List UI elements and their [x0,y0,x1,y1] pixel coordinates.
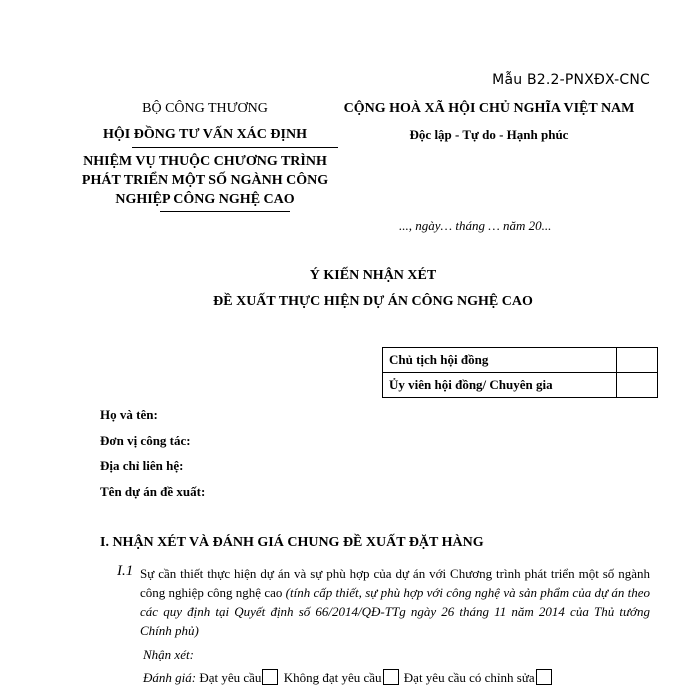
date-line: ..., ngày… tháng … năm 20... [399,218,552,233]
workplace-field-label: Đơn vị công tác: [100,433,191,448]
section-heading: I. NHẬN XÉT VÀ ĐÁNH GIÁ CHUNG ĐỀ XUẤT ĐẶT HÀNG [100,535,484,550]
council-name: HỘI ĐỒNG TƯ VẤN XÁC ĐỊNH [103,127,307,142]
role-label: Ủy viên hội đồng/ Chuyên gia [383,373,617,398]
option-checkbox[interactable] [536,669,552,685]
mission-line: PHÁT TRIỂN MỘT SỐ NGÀNH CÔNG [81,173,329,188]
mission-title [60,152,350,209]
item-text: Sự cần thiết thực hiện dự án và sự phù hợp của dự án với Chương trình phát triển một số ngành công nghiệp công nghệ cao [140,566,650,600]
document-title: Ý KIẾN NHẬN XÉT [309,268,437,283]
nation-name: CỘNG HOÀ XÃ HỘI CHỦ NGHĨA VIỆT NAM [343,101,635,116]
option-checkbox[interactable] [262,669,278,685]
option-label: Đạt yêu cầu có chỉnh sửa [403,670,535,685]
role-row [383,373,658,398]
option-label: Đạt yêu cầu [199,670,262,685]
item-note: (tính cấp thiết, sự phù hợp với công nghệ và sản phẩm của dự án theo các quy định tại Quyết định số 66/2014/QĐ-TTg ngày 26 tháng 11 năm 2014 của Thủ tướng Chính phủ) [140,585,651,638]
role-checkbox[interactable] [617,348,658,373]
mission-line: NGHIỆP CÔNG NGHỆ CAO [115,192,295,207]
role-checkbox[interactable] [617,373,658,398]
role-table [382,347,658,398]
name-field-label: Họ và tên: [100,407,158,422]
item-number: I.1 [117,563,134,579]
address-field-label: Địa chỉ liên hệ: [100,458,184,473]
form-code: Mẫu B2.2-PNXĐX-CNC [492,72,650,88]
project-field-label: Tên dự án đề xuất: [100,484,206,499]
comment-label: Nhận xét: [143,647,194,662]
option-checkbox[interactable] [383,669,399,685]
council-underline [132,147,338,148]
role-label: Chủ tịch hội đồng [383,348,617,373]
item-paragraph [140,564,650,640]
document-subtitle: ĐỀ XUẤT THỰC HIỆN DỰ ÁN CÔNG NGHỆ CAO [213,294,533,309]
option-label: Không đạt yêu cầu [283,670,382,685]
role-row [383,348,658,373]
evaluation-label: Đánh giá: [143,670,197,685]
mission-underline [160,211,290,212]
evaluation-row [143,669,554,686]
ministry-name: BỘ CÔNG THƯƠNG [142,101,268,116]
mission-line: NHIỆM VỤ THUỘC CHƯƠNG TRÌNH [83,154,327,169]
national-motto: Độc lập - Tự do - Hạnh phúc [409,127,569,142]
